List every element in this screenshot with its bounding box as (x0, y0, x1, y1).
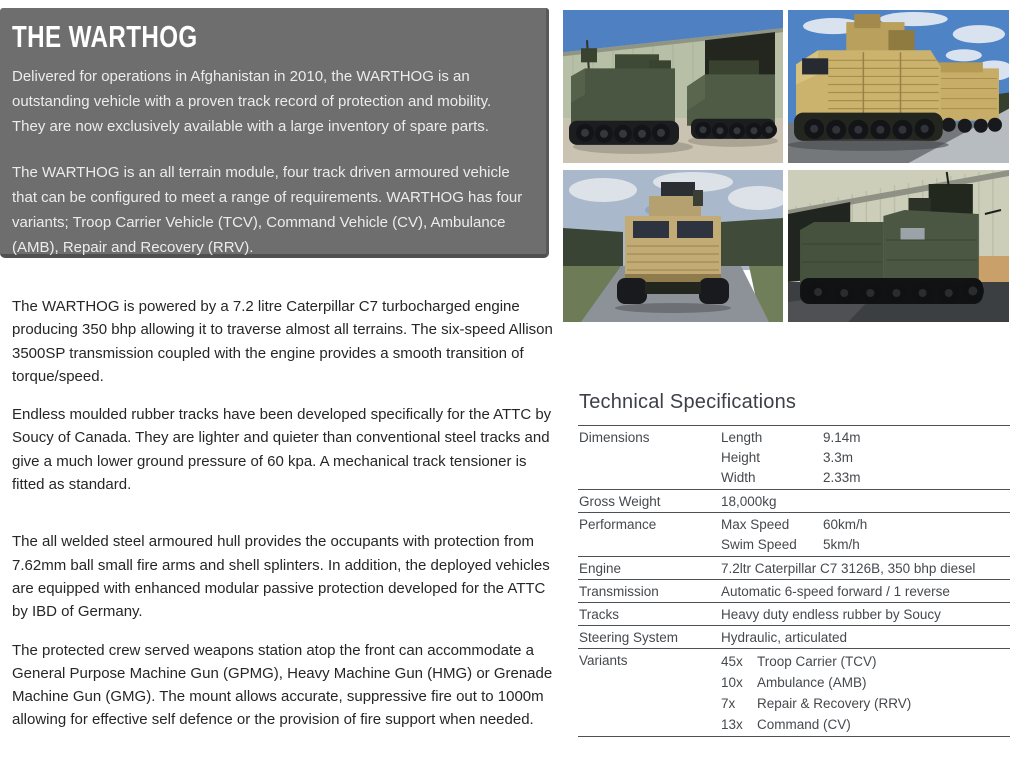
spec-sub-list (721, 651, 1010, 735)
tan-wall-strip (977, 256, 1009, 282)
spec-sub-label: Width (721, 470, 756, 485)
tan-vehicle-rear (939, 62, 1002, 132)
photo-green-pair-warehouse (563, 10, 783, 163)
spec-label: Transmission (579, 584, 659, 599)
photo-green-vehicle-wall (788, 170, 1009, 322)
hero-paragraphs (12, 64, 528, 260)
spec-label: Performance (579, 517, 657, 532)
photo-green-pair-warehouse-art (563, 10, 783, 163)
spec-sub-row (721, 651, 1010, 672)
spec-value: 7.2ltr Caterpillar C7 3126B, 350 bhp diesel (721, 561, 976, 576)
spec-value: Heavy duty endless rubber by Soucy (721, 607, 941, 622)
photo-green-vehicle-wall-art (788, 170, 1009, 322)
spec-sub-label: Height (721, 450, 761, 465)
spec-sub-row (721, 515, 1010, 535)
body-paragraphs (12, 295, 560, 747)
spec-label: Steering System (579, 630, 679, 645)
spec-label: Dimensions (579, 430, 650, 445)
spec-sub-row (721, 428, 1010, 448)
spec-sub-row (721, 693, 1010, 714)
spec-sub-value: 5km/h (823, 537, 860, 552)
photo-tan-front-view-road-art (563, 170, 783, 322)
spec-row-tracks (578, 602, 1010, 625)
spec-sub-row (721, 535, 1010, 555)
spec-sub-row (721, 448, 1010, 468)
spec-sub-value: Ambulance (AMB) (757, 675, 867, 690)
spec-sub-row (721, 714, 1010, 735)
spec-sub-value: Command (CV) (757, 717, 851, 732)
photo-grid (563, 10, 1009, 322)
spec-value: Hydraulic, articulated (721, 630, 848, 645)
hero-paragraph: Delivered for operations in Afghanistan in 2010, the WARTHOG is an outstanding vehicle with a proven track record of protection and mobility. They are now exclusively available with a large inventory of spare parts. (12, 68, 492, 135)
spec-value: Automatic 6-speed forward / 1 reverse (721, 584, 950, 599)
spec-row-variants (578, 648, 1010, 736)
spec-value: 18,000kg (721, 494, 777, 509)
body-paragraph: The protected crew served weapons station atop the front can accommodate a General Purpose Machine Gun (GPMG), Heavy Machine Gun (HMG) or Grenade Machine Gun (GMG). The mount allows accurate, suppressive fire out to 1000m allowing for effective self defence or the provision of fire support when needed. (12, 641, 553, 729)
spec-row-performance (578, 512, 1010, 556)
spec-sub-label: 45x (721, 654, 743, 669)
specs-table (578, 425, 1010, 737)
hero-panel (0, 8, 549, 258)
photo-tan-slat-armour (788, 10, 1009, 163)
spec-sub-label: Max Speed (721, 517, 790, 532)
spec-row-steering-system (578, 625, 1010, 648)
spec-sub-label: Length (721, 430, 763, 445)
body-paragraph: Endless moulded rubber tracks have been developed specifically for the ATTC by Soucy of Canada. They are lighter and quieter than conventional steel tracks and give a much lower ground pressure of 60 kpa. A mechanical track tensioner is fitted as standard. (12, 406, 552, 494)
photo-tan-front-view-road (563, 170, 783, 322)
spec-sub-row (721, 672, 1010, 693)
spec-label: Gross Weight (579, 494, 661, 509)
spec-sub-list (721, 428, 1010, 488)
spec-sub-value: Repair & Recovery (RRV) (757, 696, 912, 711)
hero-paragraph: The WARTHOG is an all terrain module, four track driven armoured vehicle that can be configured to meet a range of requirements. WARTHOG has four variants; Troop Carrier Vehicle (TCV), Command Vehicle (CV), Ambulance (AMB), Repair and Recovery (RRV). (12, 164, 523, 256)
spec-sub-label: 10x (721, 675, 743, 690)
photo-tan-slat-armour-art (788, 10, 1009, 163)
spec-label: Engine (579, 561, 622, 576)
spec-sub-value: 3.3m (823, 450, 854, 465)
spec-row-gross-weight (578, 489, 1010, 512)
spec-sub-value: 60km/h (823, 517, 868, 532)
spec-row-dimensions (578, 425, 1010, 489)
specs-title: Technical Specifications (579, 391, 797, 413)
spec-sub-value: Troop Carrier (TCV) (757, 654, 877, 669)
body-paragraph: The WARTHOG is powered by a 7.2 litre Caterpillar C7 turbocharged engine producing 350 bhp allowing it to traverse almost all terrains. The six-speed Allison 3500SP transmission coupled with the engine provides a smooth transition of torque/speed. (12, 298, 553, 385)
treeline-left (563, 228, 623, 266)
technical-specifications (578, 391, 1010, 737)
spec-row-transmission (578, 579, 1010, 602)
body-paragraph: The all welded steel armoured hull provides the occupants with protection from 7.62mm ball small fire arms and shell splinters. In addition, the deployed vehicles are equipped with enhanced modular passive protection developed for the ATTC by IBD of Germany. (12, 533, 550, 621)
page-title: THE WARTHOG (12, 19, 198, 54)
spec-sub-value: 9.14m (823, 430, 861, 445)
spec-sub-label: 13x (721, 717, 743, 732)
spec-label: Variants (579, 653, 628, 668)
spec-sub-label: Swim Speed (721, 537, 797, 552)
spec-label: Tracks (579, 607, 619, 622)
spec-sub-value: 2.33m (823, 470, 861, 485)
spec-row-engine (578, 556, 1010, 579)
spec-sub-row (721, 468, 1010, 488)
spec-sub-list (721, 515, 1010, 555)
treeline-right (721, 218, 783, 266)
spec-sub-label: 7x (721, 696, 736, 711)
